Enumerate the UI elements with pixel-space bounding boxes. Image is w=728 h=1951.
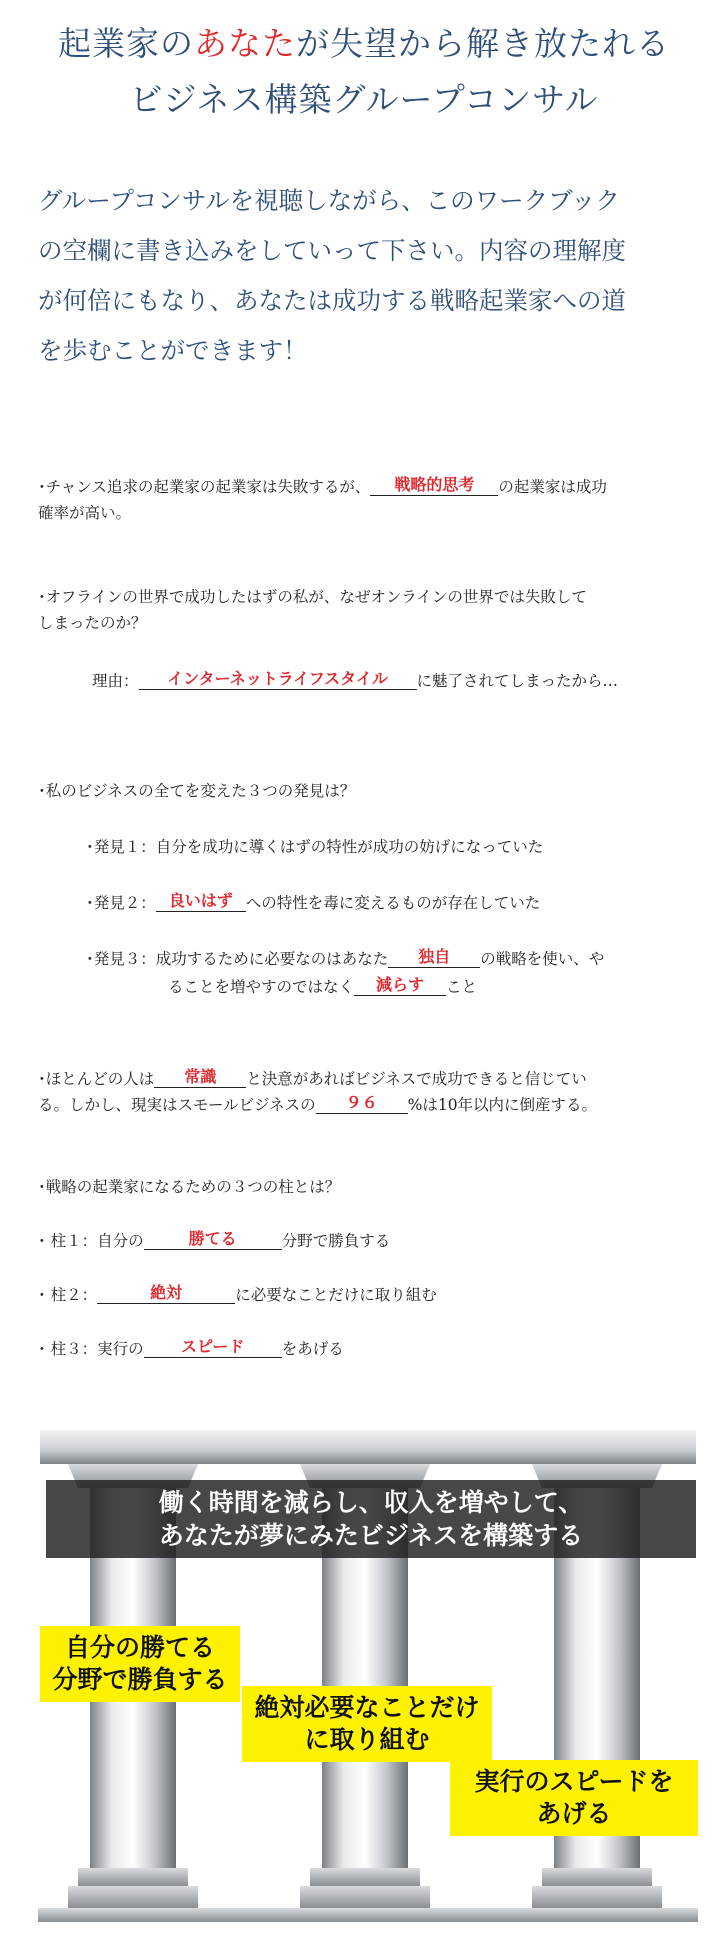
q1-text-after: の起業家は成功 (498, 478, 607, 496)
callout-line: あげる (536, 1799, 612, 1828)
discovery-3-text: ･発見３：成功するために必要なのはあなた (86, 950, 389, 968)
reason-label: 理由： (92, 672, 139, 690)
discovery-1: ･発見１：自分を成功に導くはずの特性が成功の妨げになっていた (86, 838, 544, 856)
q4-line2: る。しかし、現実はスモールビジネスの (38, 1096, 316, 1114)
answer-blank[interactable]: 勝てる (144, 1229, 282, 1250)
pillar-3-item (38, 1336, 344, 1362)
callout-line: に取り組む (304, 1725, 430, 1754)
pillars-banner (46, 1480, 696, 1558)
question-2 (38, 584, 587, 636)
answer-blank[interactable]: ９６ (316, 1093, 408, 1114)
pillar-3-text: ･ 柱３：実行の (38, 1340, 144, 1358)
banner-line: あなたが夢にみたビジネスを構築する (158, 1521, 584, 1550)
intro-line: の空欄に書き込みをしていって下さい。内容の理解度 (38, 236, 626, 265)
q4-line2-after: %は10年以内に倒産する。 (407, 1096, 598, 1114)
q1-text-line2: 確率が高い。 (38, 504, 132, 522)
q2-line2: しまったのか？ (38, 614, 147, 632)
pillar-3-callout (450, 1760, 698, 1836)
discovery-3-after: の戦略を使い、や (480, 950, 605, 968)
answer-blank[interactable]: 減らす (354, 975, 446, 996)
title-accent: あなた (194, 24, 296, 63)
question-5-heading: ･戦略の起業家になるための３つの柱とは？ (38, 1178, 341, 1196)
question-1 (38, 474, 607, 526)
pillar-2-item (38, 1282, 437, 1308)
discovery-3-line2-text: ることを増やすのではなく (168, 978, 355, 996)
reason-after: に魅了されてしまったから… (416, 672, 619, 690)
pillar-2-callout (242, 1686, 492, 1762)
discovery-3 (86, 946, 604, 972)
banner-line: 働く時間を減らし、収入を増やして、 (158, 1488, 584, 1517)
pillar-1-after: 分野で勝負する (281, 1232, 391, 1250)
intro-line: が何倍にもなり、あなたは成功する戦略起業家への道 (38, 286, 626, 315)
callout-line: 自分の勝てる (64, 1633, 215, 1662)
title-part2: が失望から解き放たれる (296, 24, 670, 63)
answer-blank[interactable]: 常識 (154, 1067, 246, 1088)
discovery-2 (86, 890, 540, 916)
intro-paragraph (38, 176, 698, 376)
pillar-1-callout (40, 1626, 240, 1702)
pillars-illustration (38, 1430, 698, 1935)
pillar-2-after: に必要なことだけに取り組む (235, 1286, 437, 1304)
entablature (40, 1430, 696, 1464)
q4-text: ･ほとんどの人は (38, 1070, 155, 1088)
title-part1: 起業家の (58, 24, 194, 63)
answer-blank[interactable]: 戦略的思考 (370, 475, 498, 496)
intro-line: グループコンサルを視聴しながら、このワークブック (38, 186, 620, 215)
callout-line: 絶対必要なことだけ (254, 1693, 480, 1722)
question-2-reason (92, 668, 618, 694)
answer-blank[interactable]: 絶対 (97, 1283, 235, 1304)
discovery-3-line2 (168, 974, 477, 1000)
intro-line: を歩むことができます！ (38, 336, 308, 365)
q4-text-after: と決意があればビジネスで成功できると信じてい (246, 1070, 587, 1088)
answer-blank[interactable]: スピード (144, 1337, 282, 1358)
q2-line1: ･オフラインの世界で成功したはずの私が、なぜオンラインの世界では失敗して (38, 588, 587, 606)
answer-blank[interactable]: 独自 (388, 947, 480, 968)
q1-text: ･チャンス追求の起業家の起業家は失敗するが、 (38, 478, 371, 496)
discovery-2-after: への特性を毒に変えるものが存在していた (245, 894, 541, 912)
page-title (0, 18, 728, 65)
pillar-2-text: ･ 柱２： (38, 1286, 98, 1304)
floor (38, 1908, 698, 1922)
callout-line: 実行のスピードを (474, 1767, 674, 1796)
discovery-2-label: ･発見２： (86, 894, 156, 912)
question-4 (38, 1066, 597, 1118)
pillar-1-text: ･ 柱１：自分の (38, 1232, 144, 1250)
callout-line: 分野で勝負する (52, 1665, 228, 1694)
pillar-1-item (38, 1228, 390, 1254)
pillar-3-after: をあげる (281, 1340, 344, 1358)
answer-blank[interactable]: インターネットライフスタイル (139, 669, 417, 690)
page-subtitle: ビジネス構築グループコンサル (129, 80, 599, 119)
answer-blank[interactable]: 良いはず (156, 891, 246, 912)
question-3-heading: ･私のビジネスの全てを変えた３つの発見は？ (38, 782, 356, 800)
discovery-3-line2-after: こと (446, 978, 478, 996)
